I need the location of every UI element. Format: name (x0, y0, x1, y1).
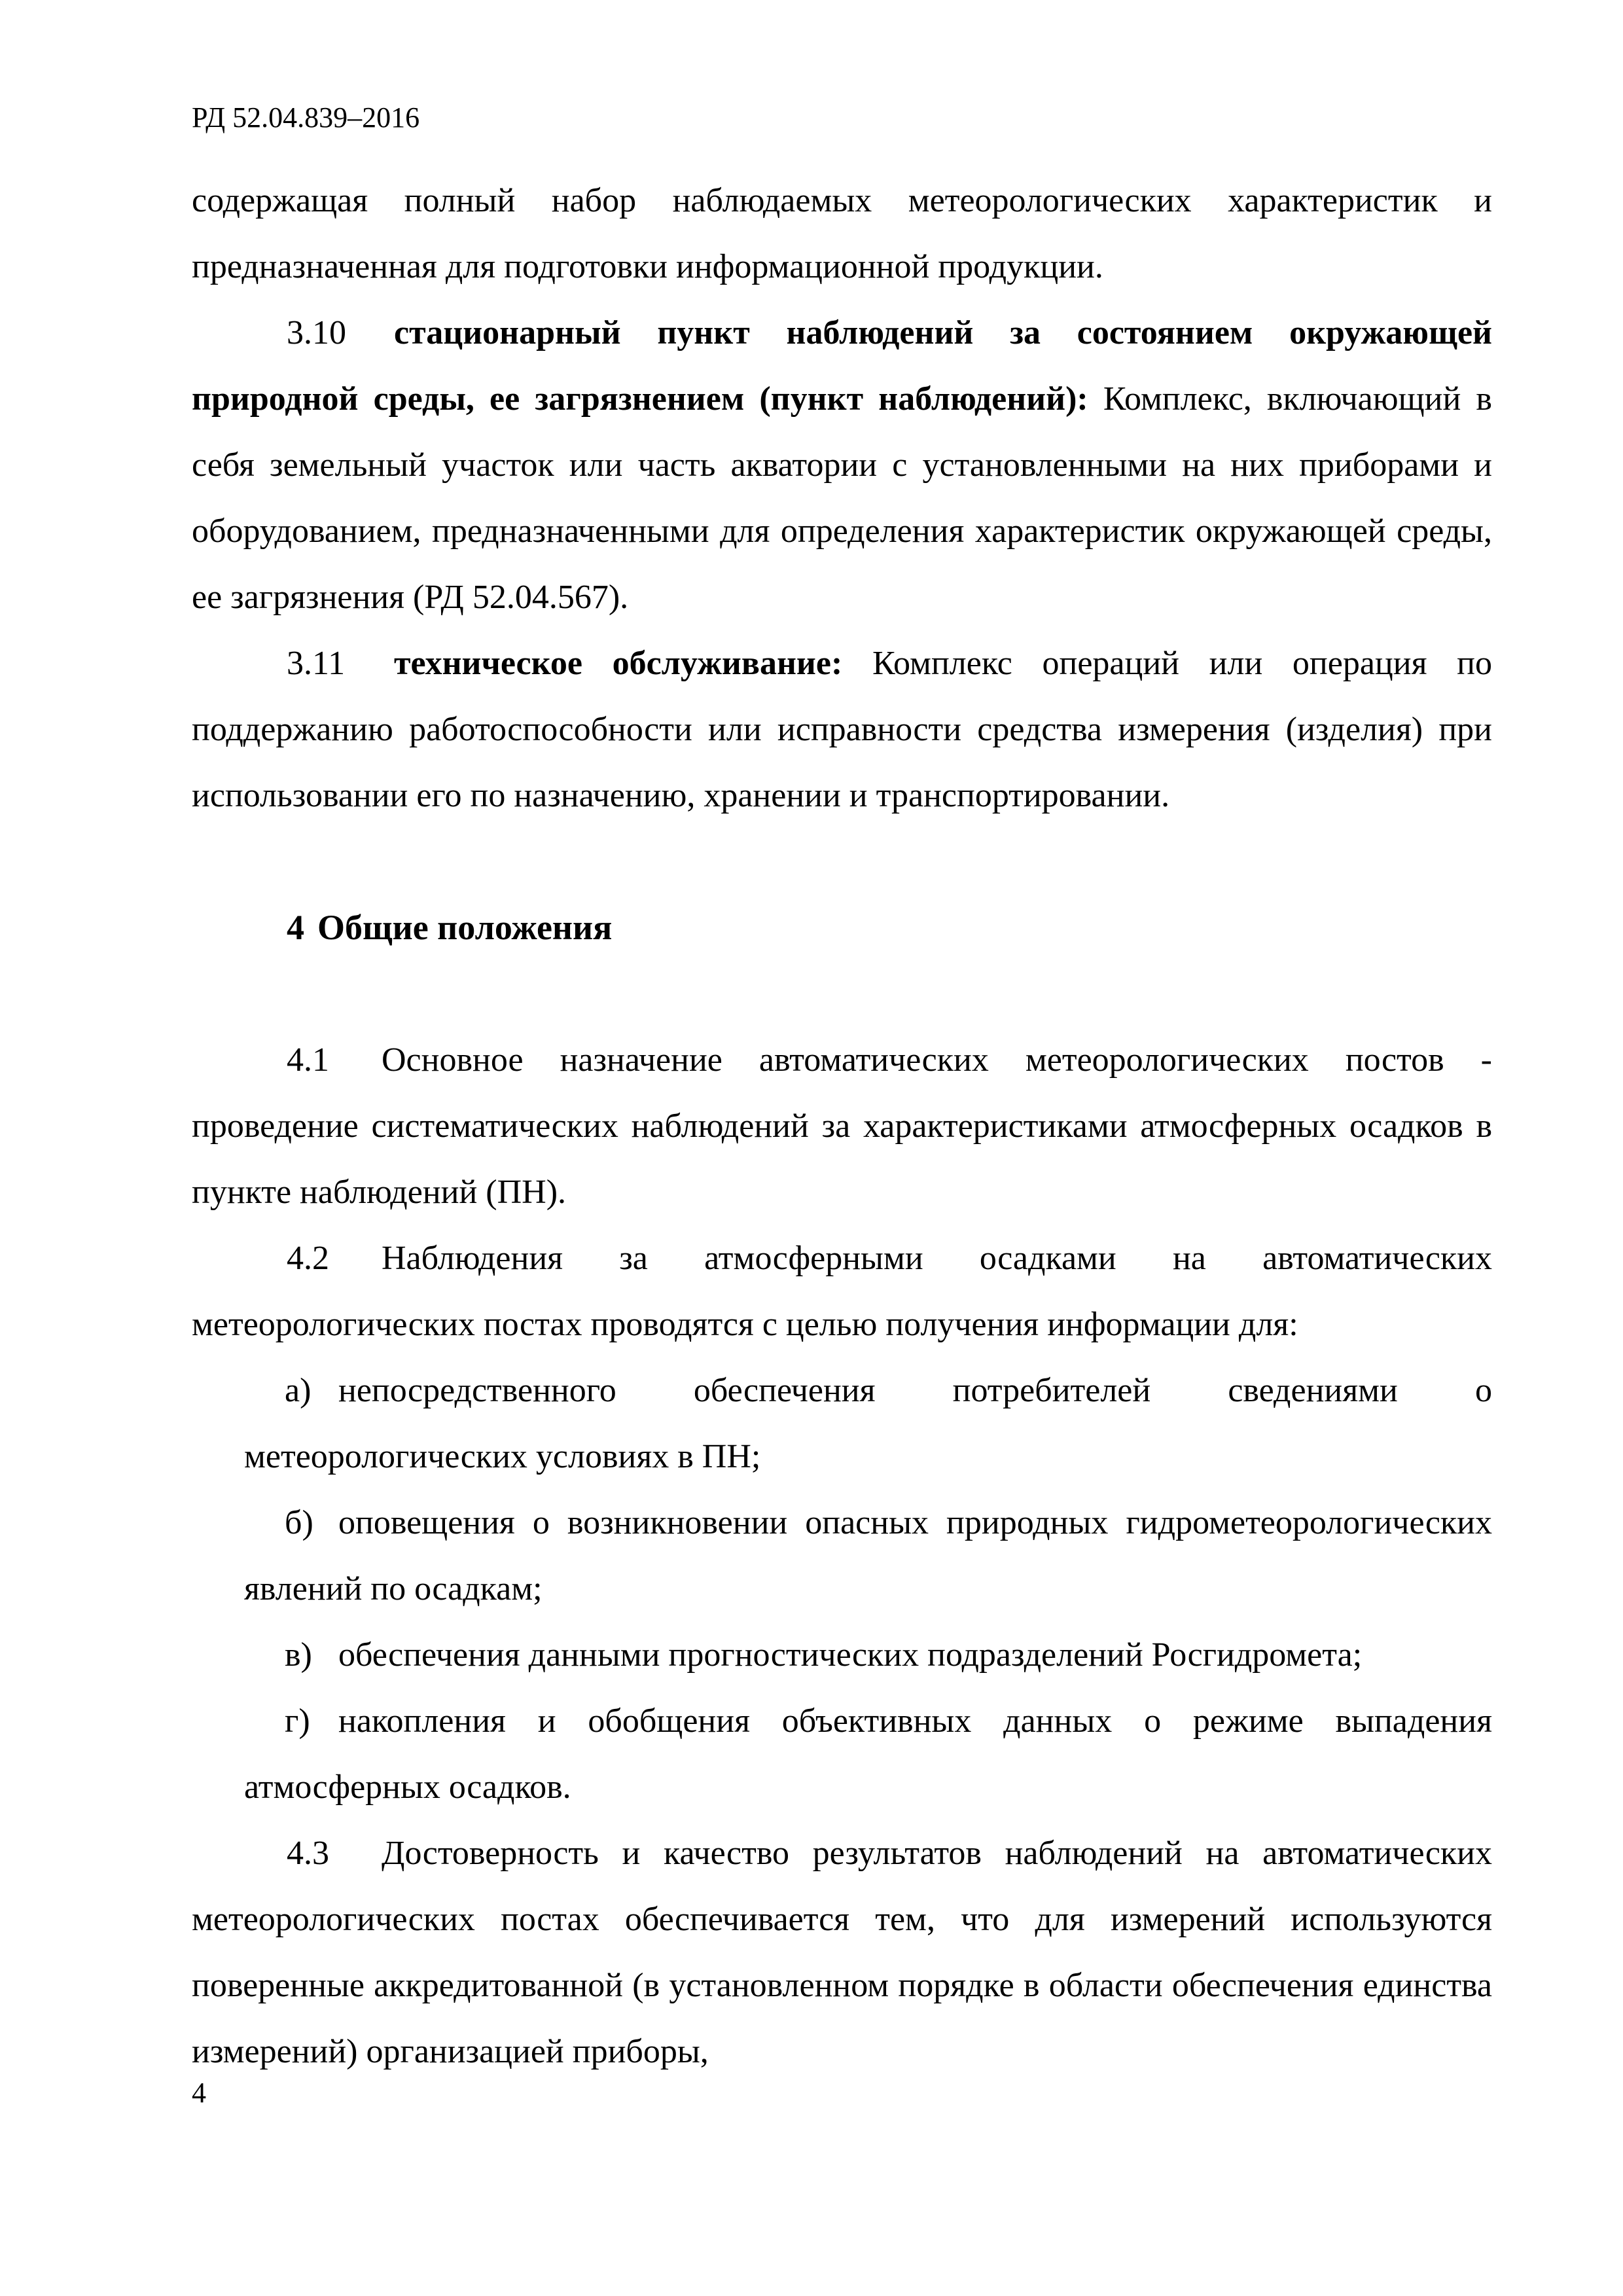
page-number: 4 (192, 2077, 206, 2109)
list-letter: г) (285, 1702, 310, 1740)
clause-4-2 (192, 1225, 1492, 1357)
section-title: Общие положения (317, 908, 613, 947)
purpose-list (192, 1357, 1492, 1820)
list-item-text: непосредственного обеспечения потребителей сведениями о метеорологических условиях в ПН; (244, 1372, 1492, 1475)
list-letter: в) (285, 1636, 312, 1674)
document-body (192, 168, 1492, 2085)
clause-number: 3.11 (287, 645, 346, 682)
term-definition: Комплекс операций или операция по поддержанию работоспособности или исправности средства измерения (изделия) при использовании его по назначению, хранении и транспортировании. (192, 645, 1492, 814)
clause-text: Наблюдения за атмосферными осадками на автоматических метеорологических постах проводятся с целью получения информации для: (192, 1240, 1492, 1343)
document-code-header: РД 52.04.839–2016 (192, 101, 420, 134)
clause-number: 4.1 (287, 1041, 329, 1079)
clause-text: Достоверность и качество результатов наблюдений на автоматических метеорологических постах обеспечивается тем, что для измерений используются поверенные аккредитованной (в установленном порядке в области обеспечения единства измерений) организацией приборы, (192, 1835, 1492, 2070)
term-3-10 (192, 300, 1492, 630)
continued-paragraph: содержащая полный набор наблюдаемых метеорологических характеристик и предназначенная для подготовки информационной продукции. (192, 182, 1492, 285)
term-3-11 (192, 630, 1492, 829)
section-heading (192, 895, 1492, 961)
list-letter: а) (285, 1372, 312, 1409)
term-name: стационарный пункт наблюдений за состоянием окружающей природной среды, ее загрязнением (пункт наблюдений): (192, 314, 1492, 418)
clause-4-3 (192, 1820, 1492, 2085)
term-name: техническое обслуживание: (394, 645, 843, 682)
term-definition: Комплекс, включающий в себя земельный участок или часть акватории с установленными на них приборами и оборудованием, предназначенными для определения характеристик окружающей среды, ее загрязнения (РД 52.04.567). (192, 380, 1492, 616)
list-item (192, 1622, 1492, 1688)
list-item-text: оповещения о возникновении опасных природных гидрометеорологических явлений по осадкам; (244, 1504, 1492, 1607)
clause-number: 3.10 (287, 314, 346, 351)
section-number: 4 (287, 908, 304, 947)
list-item (192, 1357, 1492, 1490)
clause-text: Основное назначение автоматических метеорологических постов - проведение систематических наблюдений за характеристиками атмосферных осадков в пункте наблюдений (ПН). (192, 1041, 1492, 1211)
clause-4-1 (192, 1027, 1492, 1225)
list-item (192, 1688, 1492, 1820)
clause-number: 4.3 (287, 1835, 329, 1872)
list-item (192, 1490, 1492, 1622)
list-letter: б) (285, 1504, 313, 1541)
list-item-text: накопления и обобщения объективных данных о режиме выпадения атмосферных осадков. (244, 1702, 1492, 1806)
clause-number: 4.2 (287, 1240, 329, 1277)
list-item-text: обеспечения данными прогностических подразделений Росгидромета; (338, 1636, 1363, 1674)
